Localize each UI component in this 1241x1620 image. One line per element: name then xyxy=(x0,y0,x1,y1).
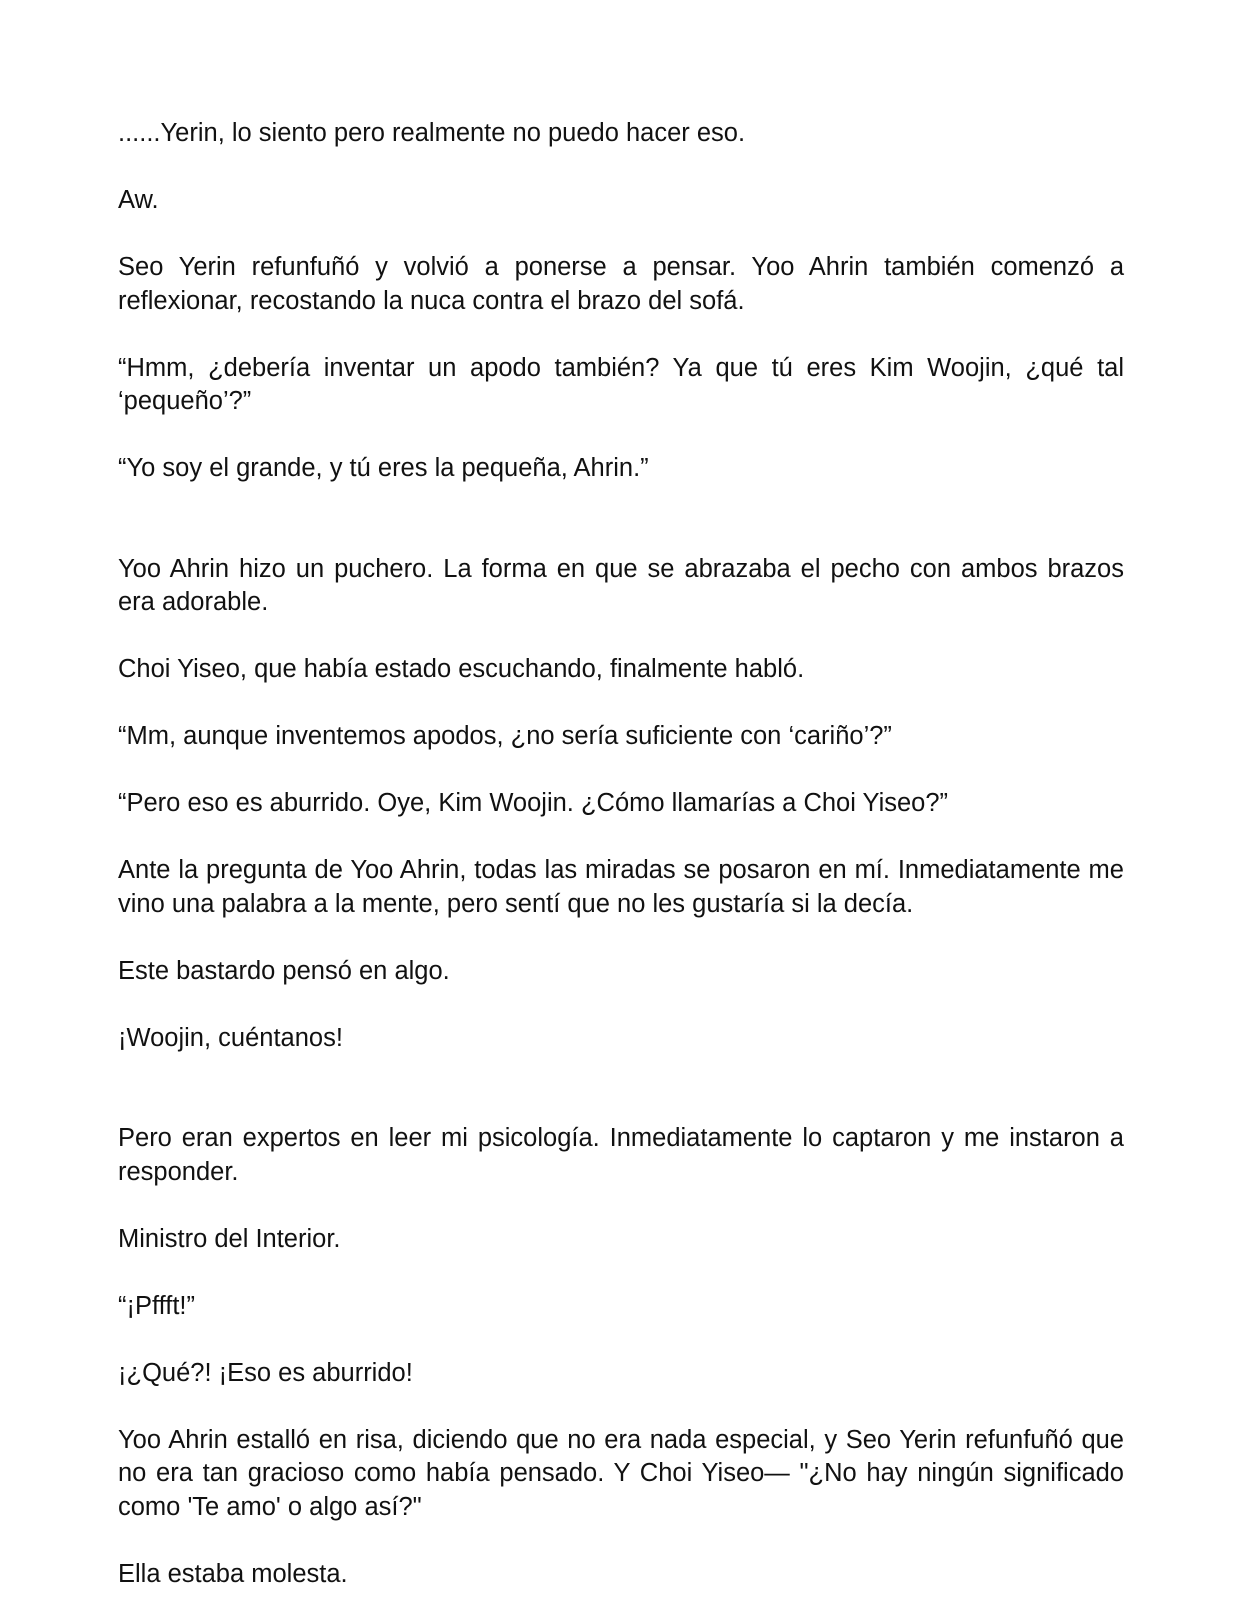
blank-line xyxy=(118,1089,1124,1123)
paragraph: ¡Woojin, cuéntanos! xyxy=(118,1023,343,1052)
paragraph: “Pero eso es aburrido. Oye, Kim Woojin. ¿Cómo llamarías a Choi Yiseo?” xyxy=(118,789,949,817)
paragraph: “¡Pffft!” xyxy=(118,1291,195,1320)
paragraph: Pero eran expertos en leer mi psicología. Inmediatamente lo captaron y me instaron a responder. xyxy=(118,1124,1124,1186)
blank-line xyxy=(118,519,1124,553)
paragraph: “Yo soy el grande, y tú eres la pequeña, Ahrin.” xyxy=(118,454,649,482)
paragraph: Aw. xyxy=(118,186,159,214)
paragraph: Yoo Ahrin estalló en risa, diciendo que no era nada especial, y Seo Yerin refunfuñó que no era tan gracioso como había pensado. Y Choi Yiseo— "¿No hay ningún significado como 'Te amo' o algo así?" xyxy=(118,1425,1124,1521)
paragraph: Choi Yiseo, que había estado escuchando, finalmente habló. xyxy=(118,655,805,683)
document-body xyxy=(118,117,1124,1591)
paragraph: Ministro del Interior. xyxy=(118,1224,341,1253)
paragraph: Ante la pregunta de Yoo Ahrin, todas las miradas se posaron en mí. Inmediatamente me vino una palabra a la mente, pero sentí que no les gustaría si la decía. xyxy=(118,856,1124,918)
paragraph: Ella estaba molesta. xyxy=(118,1559,348,1588)
paragraph: ......Yerin, lo siento pero realmente no puedo hacer eso. xyxy=(118,119,746,147)
paragraph: ¡¿Qué?! ¡Eso es aburrido! xyxy=(118,1358,413,1387)
paragraph: Yoo Ahrin hizo un puchero. La forma en que se abrazaba el pecho con ambos brazos era adorable. xyxy=(118,554,1124,616)
paragraph: “Mm, aunque inventemos apodos, ¿no sería suficiente con ‘cariño’?” xyxy=(118,722,892,750)
paragraph: Este bastardo pensó en algo. xyxy=(118,956,450,985)
paragraph: Seo Yerin refunfuñó y volvió a ponerse a pensar. Yoo Ahrin también comenzó a reflexionar, recostando la nuca contra el brazo del sofá. xyxy=(118,253,1124,315)
paragraph: “Hmm, ¿debería inventar un apodo también? Ya que tú eres Kim Woojin, ¿qué tal ‘pequeño’?” xyxy=(118,353,1124,415)
